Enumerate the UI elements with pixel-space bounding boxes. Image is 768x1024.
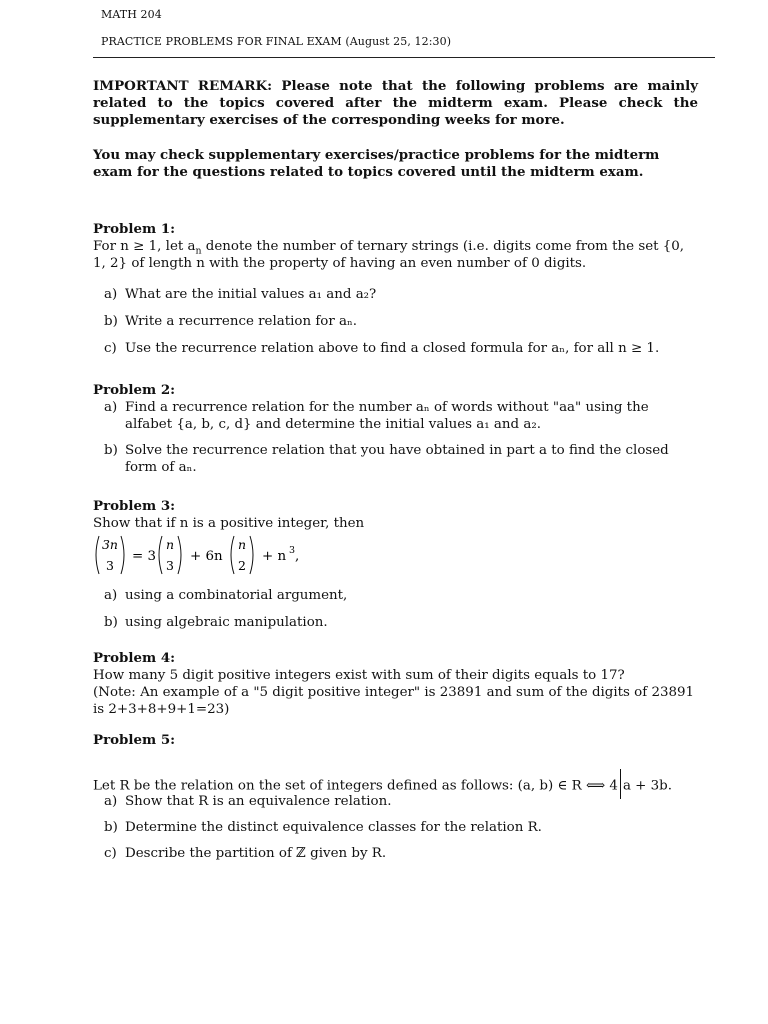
problem-part [93,614,698,631]
binom2-bottom: 3 [166,558,174,573]
part-label: a) [104,287,118,302]
problem-parts [93,793,698,862]
problem-part [93,399,698,433]
binom1-bottom: 3 [106,558,114,573]
statement-part: Let R be the relation on the set of integers defined as follows: (a, b) ∈ R ⟺ 4 [93,778,618,794]
right-paren [121,536,124,574]
midterm-remark: You may check supplementary exercises/practice problems for the midterm exam for the questions related to topics covered until the midterm exam. [93,147,660,180]
document-title: PRACTICE PROBLEMS FOR FINAL EXAM (August 25, 12:30) [101,35,452,48]
part-text: Determine the distinct equivalence classes for the relation R. [125,820,542,835]
problem-parts [93,399,698,476]
part-label: b) [104,615,118,630]
subscript: n [195,245,202,257]
statement-part: a + 3b. [622,778,673,794]
problem-4 [93,650,698,718]
problem-2 [93,382,698,476]
running-header [101,8,721,49]
problem-statement: How many 5 digit positive integers exist with sum of their digits equals to 17? [93,668,625,683]
part-text: Write a recurrence relation for aₙ. [125,314,358,329]
plus-n: + n [262,549,287,564]
problem-part [93,313,698,330]
important-remark: IMPORTANT REMARK: Please note that the following problems are mainly related to the topics covered after the midterm exam. Please check the supplementary exercises of the corresponding weeks for more. [93,78,698,128]
part-label: a) [104,400,118,415]
part-label: a) [104,588,118,603]
comma: , [295,549,300,564]
part-text: using a combinatorial argument, [125,588,348,603]
part-text: Solve the recurrence relation that you have obtained in part a to find the closed form of aₙ. [125,443,669,475]
left-paren [96,536,99,574]
binom3-top: n [237,537,247,552]
plus-6n: + 6n [190,549,223,564]
problem-part [93,286,698,303]
problem-statement [93,238,698,272]
statement-part: denote the number of ternary strings (i.e. digits come from the set {0, 1, 2} of length n with the property of having an even number of 0 digits. [93,239,685,271]
problem-3 [93,498,698,631]
header-divider [93,57,715,58]
cube-exponent: 3 [289,545,296,556]
problem-parts [93,286,698,357]
part-text: Describe the partition of ℤ given by R. [125,846,387,861]
left-paren [159,536,162,574]
problem-part [93,845,698,862]
part-text: Use the recurrence relation above to find a closed formula for aₙ, for all n ≥ 1. [125,341,660,356]
problem-part [93,340,698,357]
problem-title: Problem 1: [93,221,176,237]
right-paren [178,536,181,574]
problem-title: Problem 2: [93,382,176,398]
part-label: c) [104,846,117,861]
part-label: c) [104,341,117,356]
part-text: What are the initial values a₁ and a₂? [125,287,377,302]
binom2-top: n [165,537,175,552]
right-paren [250,536,253,574]
problem-statement: Show that if n is a positive integer, then [93,516,365,531]
problem-part [93,819,698,836]
part-label: b) [104,443,118,458]
problem-note: (Note: An example of a "5 digit positive integer" is 23891 and sum of the digits of 23891 is 2+3+8+9+1=23) [93,685,695,717]
problem-title: Problem 3: [93,498,176,514]
problem-title: Problem 5: [93,732,176,748]
binomial-identity [93,533,698,577]
problem-part [93,587,698,604]
part-text: Find a recurrence relation for the number aₙ of words without "aa" using the alfabet {a, b, c, d} and determine the initial values a₁ and a₂. [125,400,649,432]
problem-5 [93,732,698,862]
problem-part [93,793,698,810]
part-text: Show that R is an equivalence relation. [125,794,392,809]
binom1-top: 3n [101,537,119,552]
part-label: a) [104,794,118,809]
course-code: MATH 204 [101,8,162,21]
problem-parts [93,587,698,631]
problem-part [93,442,698,476]
part-text: using algebraic manipulation. [125,615,328,630]
part-label: b) [104,820,118,835]
part-label: b) [104,314,118,329]
equals-3: = 3 [132,549,156,564]
statement-part: For n ≥ 1, let a [93,239,196,254]
problem-title: Problem 4: [93,650,176,666]
binom3-bottom: 2 [238,558,246,573]
problem-1 [93,221,698,357]
left-paren [231,536,234,574]
binomial-identity-svg [93,533,353,577]
